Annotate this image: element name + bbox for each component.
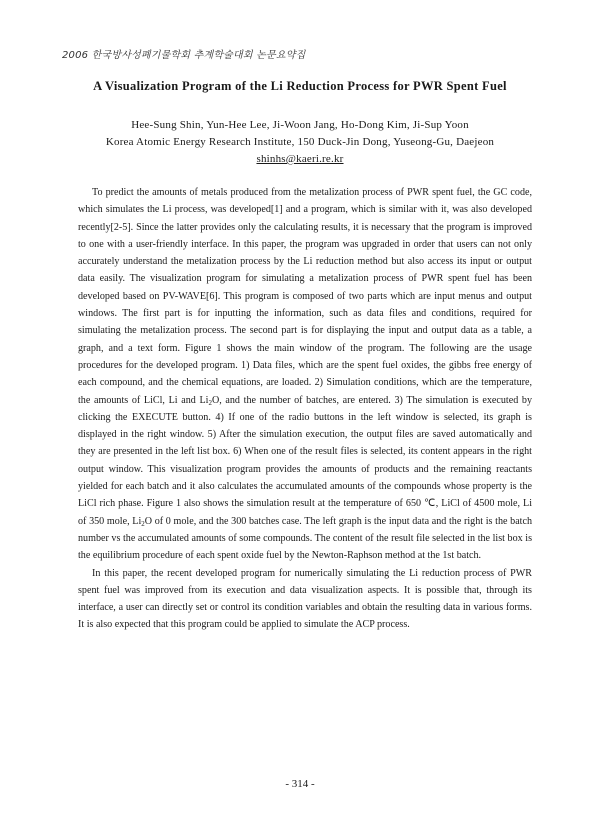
paragraph-1-part-c: O of 0 mole, and the 300 batches case. The left graph is the input data and the right is the batch number vs the accumulated amounts of some compounds. The content of the result file selected in the list box is the equilibrium procedure of each spent oxide fuel by the Newton-Raphson method at the 1st batch. [78, 515, 532, 562]
paragraph-2: In this paper, the recent developed program for numerically simulating the Li reduction process of PWR spent fuel was improved from its execution and data visualization aspects. It is possible that, through its interface, a user can directly set or control its condition variables and obtain the resulting data in various forms. It is also expected that this program could be applied to simulate the ACP process. [78, 567, 532, 631]
page-number: - 314 - [285, 778, 315, 790]
author-list: Hee-Sung Shin, Yun-Hee Lee, Ji-Woon Jang, Ho-Dong Kim, Ji-Sup Yoon [131, 119, 469, 131]
paragraph-1 [78, 184, 532, 565]
subscript-2: 2 [208, 398, 212, 407]
paper-title: A Visualization Program of the Li Reduction Process for PWR Spent Fuel [93, 79, 507, 93]
paragraph-1-part-b: O, and the number of batches, are entered. 3) The simulation is executed by clicking the EXECUTE button. 4) If one of the radio buttons in the left window is selected, its graph is displayed in the right window. 5) After the simulation execution, the output files are saved automatically and they are presented in the left list box. 6) When one of the result files is selected, its content appears in the right output window. This visualization program provides the amounts of products and the remaining reactants yielded for each batch and it also calculates the accumulated amounts of the compounds whose property is the LiCl rich phase. Figure 1 also shows the simulation result at the temperature of 650 ℃, LiCl of 4500 mole, Li of 350 mole, Li [78, 394, 532, 527]
affiliation: Korea Atomic Energy Research Institute, 150 Duck-Jin Dong, Yuseong-Gu, Daejeon [105, 136, 495, 148]
abstract-body [78, 184, 532, 634]
paragraph-1-part-a: To predict the amounts of metals produced from the metalization process of PWR spent fuel, the GC code, which simulates the Li process, was developed[1] and a program, which is similar with it, was also developed recently[2-5]. Since the latter provides only the calculating results, it is necessary that the program is improved to one with a user-friendly interface. In this paper, the program was upgraded in order that users can not only accurately understand the metalization process by the Li reduction method but also access its input or output data easily. The visualization program for simulating a metalization process of PWR spent fuel has been developed based on PV-WAVE[6]. This program is composed of two parts which are input menus and output windows. The first part is for inputting the information, such as data files and conditions, required for simulating the metalization process. The second part is for displaying the input and output data as a table, a graph, and a text form. Figure 1 shows the main window of the program. The following are the usage procedures for the developed program. 1) Data files, which are the spent fuel oxides, the gibbs free energy of each compound, and the chemical equations, are loaded. 2) Simulation conditions, which are the temperature, the amounts of LiCl, Li and Li [78, 187, 532, 406]
subscript-2: 2 [141, 519, 145, 528]
contact-email-link[interactable]: shinhs@kaeri.re.kr [256, 153, 344, 165]
running-header: 2006 한국방사성폐기물학회 추계학술대회 논문요약집 [62, 50, 306, 61]
